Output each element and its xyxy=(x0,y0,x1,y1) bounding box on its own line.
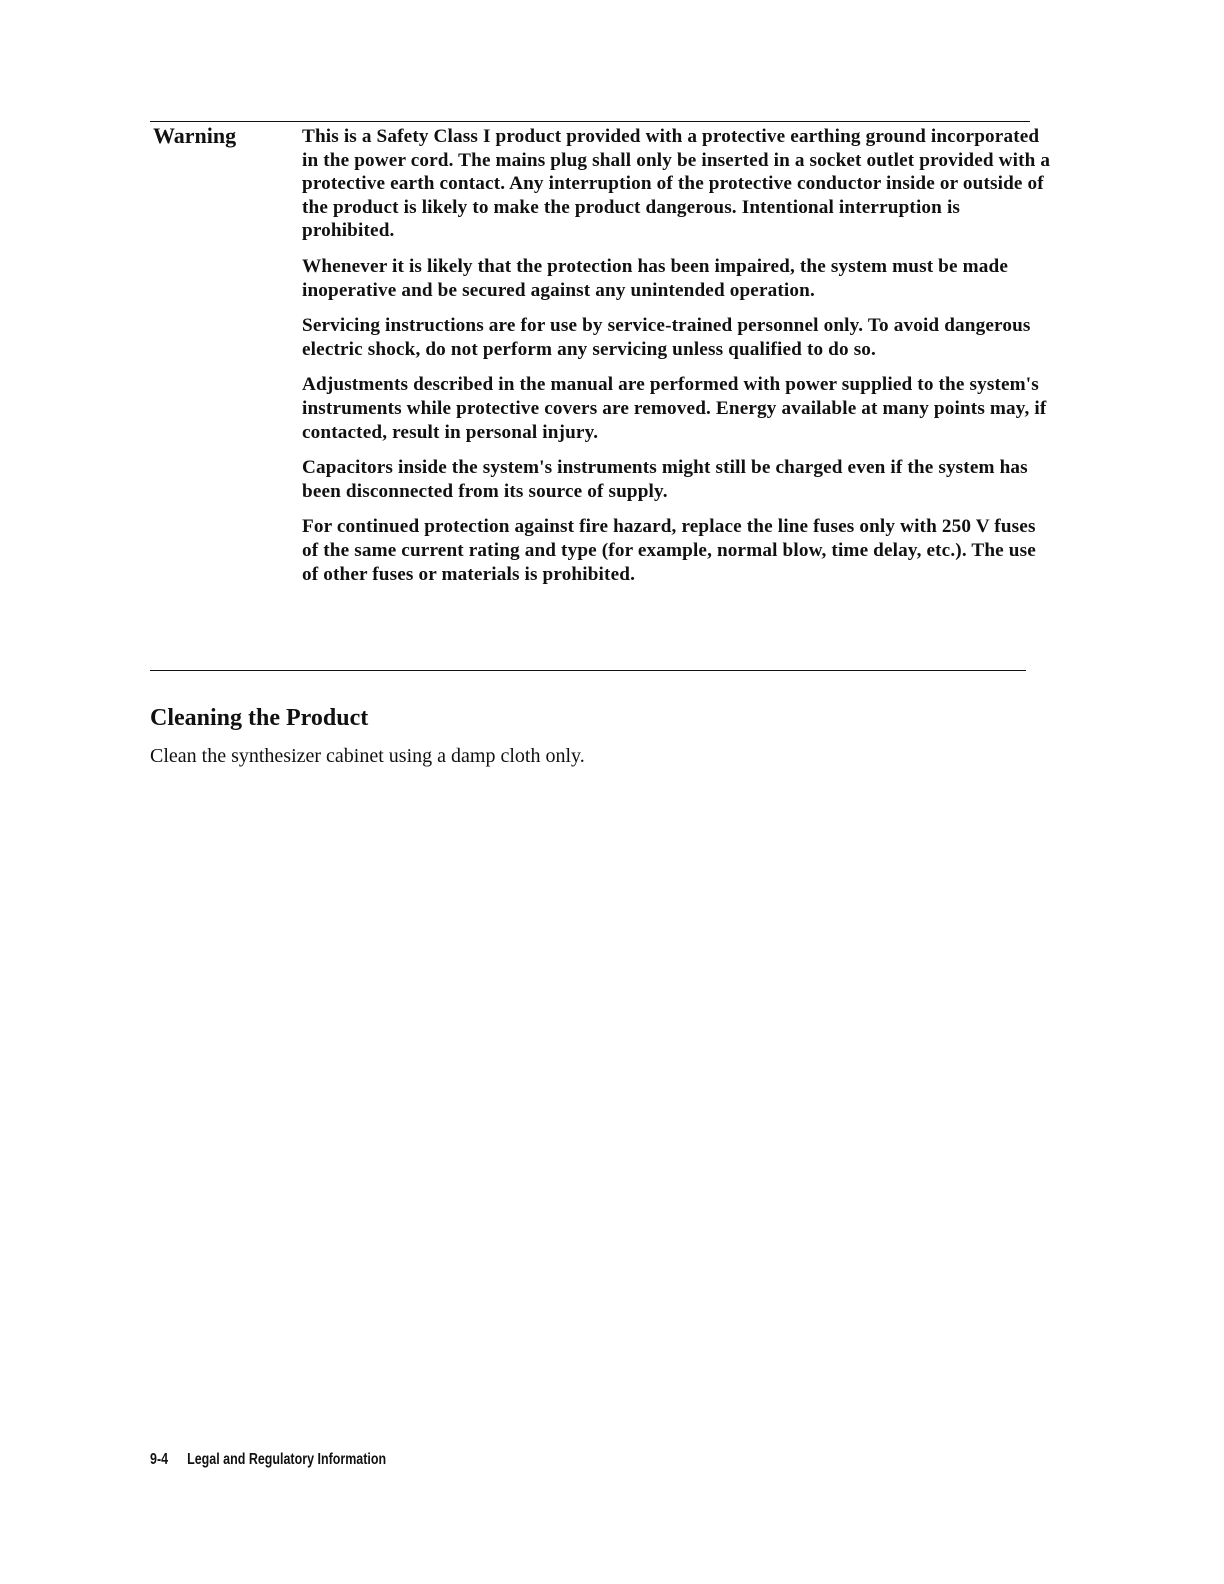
page-footer xyxy=(150,1450,386,1470)
warning-paragraph-safety-class: This is a Safety Class I product provided with a protective earthing ground incorporated in the power cord. The mains plug shall only be inserted in a socket outlet provided with a protective earth contact. Any interruption of the protective conductor inside or outside of the product is likely to make the product dangerous. Intentional interruption is prohibited. xyxy=(302,126,1051,242)
page-number: 9-4 xyxy=(150,1451,169,1468)
cleaning-instructions: Clean the synthesizer cabinet using a damp cloth only. xyxy=(150,745,585,767)
footer-section-title: Legal and Regulatory Information xyxy=(187,1451,387,1468)
warning-text xyxy=(302,125,1054,598)
warning-box xyxy=(150,121,1051,671)
section-heading-cleaning: Cleaning the Product xyxy=(150,705,369,731)
warning-top-rule xyxy=(150,121,1030,122)
warning-paragraph-protection-impaired: Whenever it is likely that the protection has been impaired, the system must be made inoperative and be secured against any unintended operation. xyxy=(302,255,1008,301)
warning-paragraph-capacitors: Capacitors inside the system's instruments might still be charged even if the system has been disconnected from its source of supply. xyxy=(302,457,1028,502)
warning-paragraph-fuses: For continued protection against fire hazard, replace the line fuses only with 250 V fuses of the same current rating and type (for example, normal blow, time delay, etc.). The use of other fuses or materials is prohibited. xyxy=(302,516,1036,585)
warning-paragraph-adjustments: Adjustments described in the manual are performed with power supplied to the system's instruments while protective covers are removed. Energy available at many points may, if contacted, result in personal injury. xyxy=(302,374,1047,443)
warning-label: Warning xyxy=(153,123,237,148)
warning-paragraph-servicing: Servicing instructions are for use by service-trained personnel only. To avoid dangerous electric shock, do not perform any servicing unless qualified to do so. xyxy=(302,315,1031,360)
warning-bottom-rule xyxy=(150,670,1026,671)
